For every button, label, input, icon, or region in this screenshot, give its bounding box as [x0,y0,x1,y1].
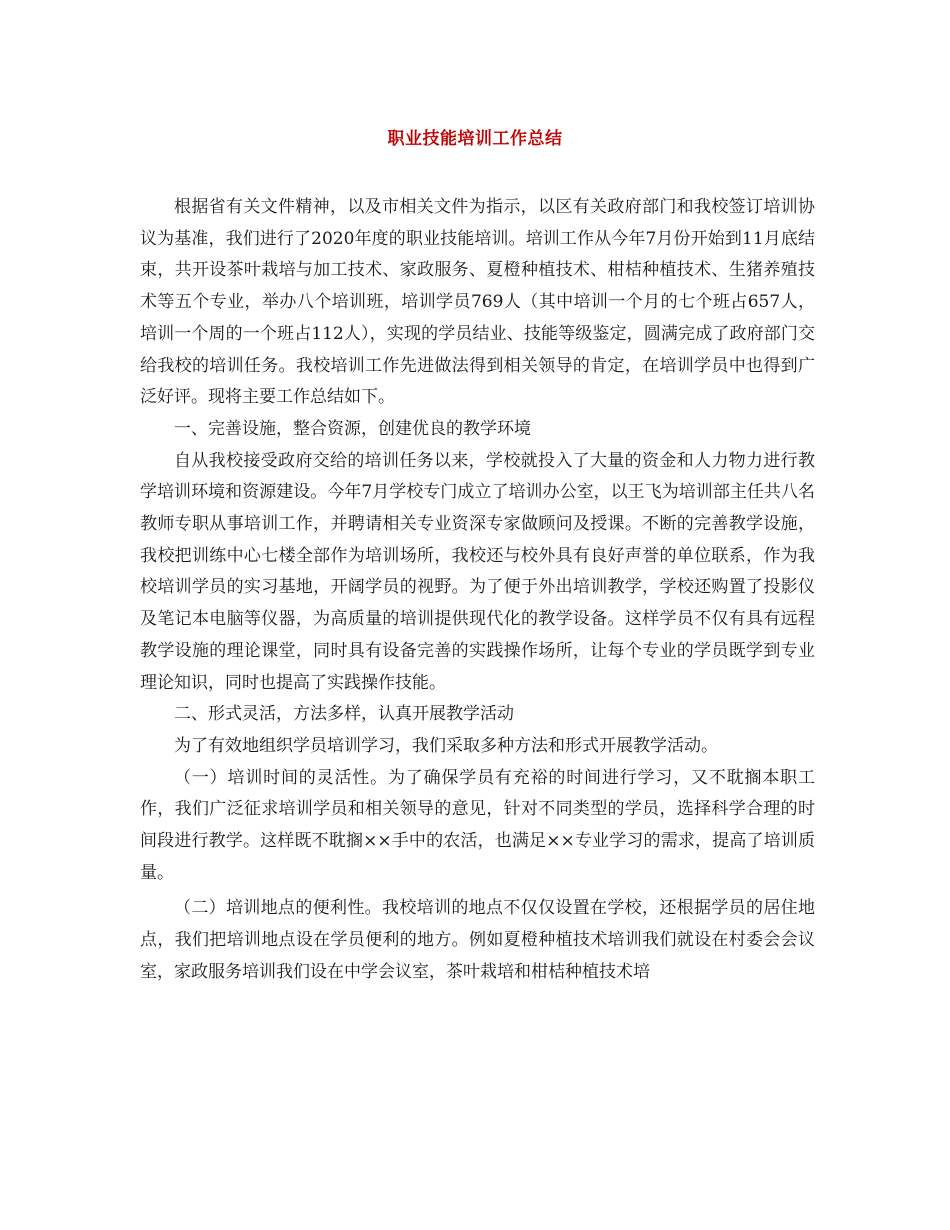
paragraph-item-1: （一）培训时间的灵活性。为了确保学员有充裕的时间进行学习，又不耽搁本职工作，我们广泛征求培训学员和相关领导的意见，针对不同类型的学员，选择科学合理的时间段进行教学。这样既不耽搁××手中的农活，也满足××专业学习的需求，提高了培训质量。 [140,767,815,883]
section-heading-1: 一、完善设施，整合资源，创建优良的教学环境 [174,418,531,439]
paragraph-item-2: （二）培训地点的便利性。我校培训的地点不仅仅设置在学校，还根据学员的居住地点，我们把培训地点设在学员便利的地方。例如夏橙种植技术培训我们就设在村委会会议室，家政服务培训我们设在中学会议室，茶叶栽培和柑桔种植技术培 [140,898,815,982]
paragraph-intro: 根据省有关文件精神，以及市相关文件为指示，以区有关政府部门和我校签订培训协议为基准，我们进行了2020年度的职业技能培训。培训工作从今年7月份开始到11月底结束，共开设茶叶栽培与加工技术、家政服务、夏橙种植技术、柑桔种植技术、生猪养殖技术等五个专业，举办八个培训班，培训学员769人（其中培训一个月的七个班占657人，培训一个周的一个班占112人），实现的学员结业、技能等级鉴定，圆满完成了政府部门交给我校的培训任务。我校培训工作先进做法得到相关领导的肯定，在培训学员中也得到广泛好评。现将主要工作总结如下。 [140,197,815,408]
paragraph-section-1: 自从我校接受政府交给的培训任务以来，学校就投入了大量的资金和人力物力进行教学培训环境和资源建设。今年7月学校专门成立了培训办公室，以王飞为培训部主任共八名教师专职从事培训工作，并聘请相关专业资深专家做顾问及授课。不断的完善教学设施，我校把训练中心七楼全部作为培训场所，我校还与校外具有良好声誉的单位联系，作为我校培训学员的实习基地，开阔学员的视野。为了便于外出培训教学，学校还购置了投影仪及笔记本电脑等仪器，为高质量的培训提供现代化的教学设备。这样学员不仅有具有远程教学设施的理论课堂，同时具有设备完善的实践操作场所，让每个专业的学员既学到专业理论知识，同时也提高了实践操作技能。 [140,450,815,693]
section-heading-2: 二、形式灵活，方法多样，认真开展教学活动 [174,704,514,725]
document-title: 职业技能培训工作总结 [387,129,563,149]
paragraph-section-2-intro: 为了有效地组织学员培训学习，我们采取多种方法和形式开展教学活动。 [174,735,718,756]
document-body [140,192,815,989]
